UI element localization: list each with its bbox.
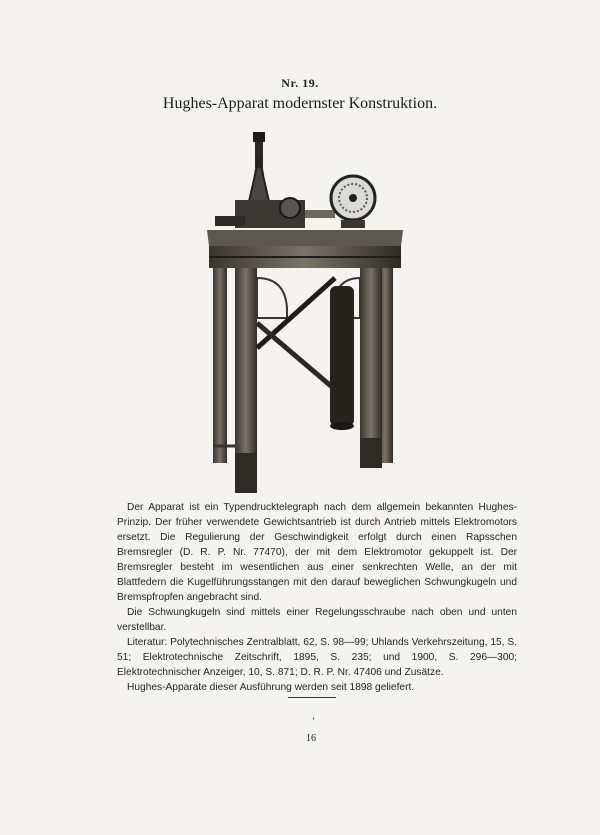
item-number: Nr. 19. [281,76,319,90]
paragraph: Hughes-Apparate dieser Ausführung werden seit 1898 geliefert. [127,682,415,693]
page-number: 16 [306,733,316,744]
description-text [117,500,517,695]
paragraph: Literatur: Polytechnisches Zentralblatt, 62, S. 98—99; Uhlands Verkehrszeitung, 15, S. 51; Elektrotechnische Zeitschrift, 1895, S. 235; und 1900, S. 296—300; Elektrotechnischer Anzeiger, 10, S. 871; D. R. P. Nr. 47406 und Zusätze. [117,637,517,678]
page-title: Hughes-Apparat modernster Konstruktion. [162,95,438,112]
paragraph: Der Apparat ist ein Typendrucktelegraph nach dem allgemein bekannten Hughes-Prinzip. Der früher verwendete Gewichtsantrieb ist durch Antrieb mittels Elektromotors ersetzt. Die Regulierung der Geschwindigkeit erfolgt durch einen Rapsschen Bremsregler (D. R. P. Nr. 77470), der mit dem Elektromotor gekuppelt ist. Der Bremsregler besteht im wesentlichen aus einer senkrechten Welle, an der mit Blattfedern die Kugelführungsstangen mit den darauf beweglichen Schwungkugeln und Bremspfropfen angebracht sind. [117,502,517,603]
footer-mark: ’ [312,716,315,726]
paragraph: Die Schwungkugeln sind mittels einer Regelungsschraube nach oben und unten verstellbar. [117,607,517,633]
apparatus-illustration [195,128,415,493]
hughes-telegraph-apparatus-icon [195,128,415,493]
divider [288,697,336,698]
